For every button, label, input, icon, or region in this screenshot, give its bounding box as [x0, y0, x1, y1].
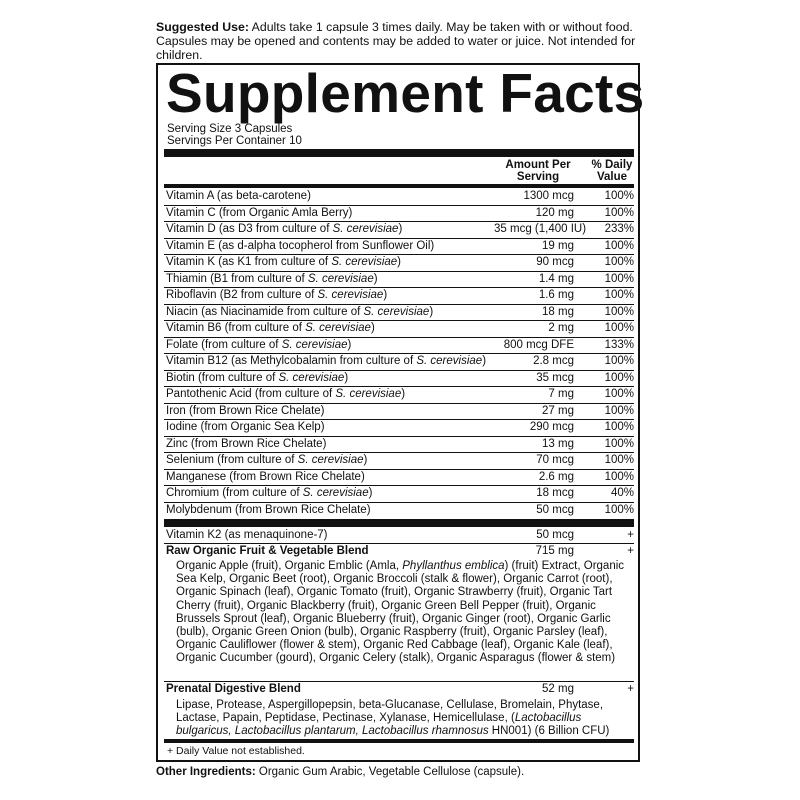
thick-divider-header: [164, 184, 634, 188]
nutrient-name: Chromium (from culture of S. cerevisiae): [166, 487, 373, 499]
nutrient-amount: 120 mg: [535, 206, 574, 219]
nutrient-amount: 35 mcg (1,400 IU): [494, 223, 587, 235]
nutrient-amount: 800 mcg DFE: [503, 338, 574, 351]
panel-title: Supplement Facts: [166, 62, 645, 124]
nutrient-name: Folate (from culture of S. cerevisiae): [166, 338, 352, 351]
nutrient-row: [164, 404, 634, 421]
nutrient-row: [164, 321, 634, 338]
nutrient-dv: 233%: [604, 223, 634, 235]
nutrient-row: [164, 387, 634, 404]
nutrient-dv: 100%: [604, 355, 634, 367]
nutrient-dv: 100%: [604, 437, 634, 450]
digestive-blend-ingredients: Lipase, Protease, Aspergillopepsin, beta-Glucanase, Cellulase, Bromelain, Phytase, Lactase, Papain, Peptidase, Pectinase, Xylanase, Hemicellulase, (Lactobacillus bulgaricus, Lactobacillus plantarum, Lactobacillus rhamnosus HN001) (6 Billion CFU): [176, 699, 610, 738]
nutrient-dv: 100%: [604, 470, 634, 483]
nutrient-amount: 2 mg: [548, 322, 574, 334]
nutrient-dv: +: [627, 529, 634, 541]
nutrient-amount: 27 mg: [542, 404, 574, 417]
nutrient-dv: 133%: [604, 338, 634, 351]
nutrient-row: [164, 272, 634, 289]
supplement-facts-panel: [156, 62, 645, 762]
nutrient-amount: 7 mg: [548, 388, 574, 400]
thick-divider-bottom: [164, 739, 634, 743]
nutrient-amount: 13 mg: [542, 437, 574, 450]
nutrient-row: [164, 305, 634, 322]
serving-size: Serving Size 3 Capsules: [167, 123, 293, 135]
nutrient-name: Pantothenic Acid (from culture of S. cerevisiae): [166, 388, 406, 400]
blend-amount: 715 mg: [535, 545, 574, 557]
nutrient-name: Vitamin B6 (from culture of S. cerevisiae): [166, 322, 375, 334]
nutrient-amount: 2.6 mg: [538, 470, 574, 483]
nutrient-name: Riboflavin (B2 from culture of S. cerevisiae): [166, 289, 388, 301]
nutrient-amount: 18 mcg: [536, 487, 574, 499]
nutrient-name: Niacin (as Niacinamide from culture of S. cerevisiae): [166, 305, 434, 318]
nutrient-row: [164, 371, 634, 388]
blend-name: Prenatal Digestive Blend: [166, 683, 301, 695]
digestive-blend-row: [164, 682, 634, 698]
blend-dv: +: [627, 545, 634, 557]
nutrient-amount: 290 mcg: [529, 421, 574, 433]
nutrient-row: [164, 437, 634, 454]
nutrient-amount: 2.8 mcg: [533, 355, 574, 367]
nutrient-dv: 100%: [604, 421, 634, 433]
amount-per-serving-header: Amount Per Serving: [505, 159, 571, 183]
nutrient-dv: 100%: [604, 305, 634, 318]
thick-divider-mid: [164, 519, 634, 527]
nutrient-name: Biotin (from culture of S. cerevisiae): [166, 371, 349, 384]
nutrient-name: Zinc (from Brown Rice Chelate): [166, 437, 327, 450]
nutrient-name: Thiamin (B1 from culture of S. cerevisiae): [166, 272, 378, 285]
nutrient-row: [164, 503, 634, 520]
nutrient-name: Vitamin D (as D3 from culture of S. cerevisiae): [166, 223, 403, 235]
nutrient-dv: 100%: [604, 272, 634, 285]
nutrient-amount: 50 mcg: [536, 503, 574, 516]
nutrient-dv: 100%: [604, 190, 634, 202]
nutrient-dv: 100%: [604, 371, 634, 384]
nutrient-row: [164, 420, 634, 437]
nutrient-dv: 100%: [604, 289, 634, 301]
nutrient-row: [164, 206, 634, 223]
nutrient-amount: 50 mcg: [536, 529, 574, 541]
blend-name: Raw Organic Fruit & Vegetable Blend: [166, 545, 369, 557]
footnote: + Daily Value not established.: [167, 745, 305, 757]
thick-divider-top: [164, 149, 634, 157]
suggested-use: [156, 20, 656, 62]
nutrient-row: [164, 288, 634, 305]
nutrient-amount: 70 mcg: [536, 454, 574, 466]
fruit-blend-row: [164, 544, 634, 560]
serving-info: [167, 123, 302, 147]
blend-amount: 52 mg: [542, 683, 574, 695]
nutrient-name: Selenium (from culture of S. cerevisiae): [166, 454, 368, 466]
nutrient-dv: 100%: [604, 256, 634, 268]
nutrient-row: [164, 486, 634, 503]
nutrient-amount: 18 mg: [542, 305, 574, 318]
nutrient-row: [164, 354, 634, 371]
nutrient-dv: 100%: [604, 404, 634, 417]
nutrient-name: Vitamin B12 (as Methylcobalamin from culture of S. cerevisiae): [166, 355, 487, 367]
other-ingredients-label: Other Ingredients:: [156, 766, 256, 778]
nutrient-dv: 100%: [604, 322, 634, 334]
suggested-use-text: Adults take 1 capsule 3 times daily. May be taken with or without food. Capsules may be opened and contents may be added to water or juice. Not intended for children.: [156, 20, 636, 62]
vitamin-k2-row: [164, 528, 634, 544]
nutrient-name: Vitamin E (as d-alpha tocopherol from Sunflower Oil): [166, 239, 435, 252]
nutrient-amount: 1.4 mg: [538, 272, 574, 285]
suggested-use-label: Suggested Use:: [156, 20, 249, 34]
nutrient-dv: 100%: [604, 206, 634, 219]
nutrient-amount: 90 mcg: [536, 256, 574, 268]
nutrient-name: Vitamin A (as beta-carotene): [166, 190, 311, 202]
nutrient-name: Vitamin C (from Organic Amla Berry): [166, 206, 353, 219]
nutrient-dv: 100%: [604, 503, 634, 516]
nutrient-amount: 1300 mcg: [523, 190, 574, 202]
nutrient-amount: 1.6 mg: [538, 289, 574, 301]
nutrient-amount: 35 mcg: [536, 371, 574, 384]
fruit-blend-ingredients: Organic Apple (fruit), Organic Emblic (Amla, Phyllanthus emblica) (fruit) Extract, Organic Sea Kelp, Organic Beet (root), Organic Broccoli (stalk & flower), Organic Carrot (root), Organic Spinach (leaf), Organic Tomato (fruit), Organic Strawberry (fruit), Organic Tart Cherry (fruit), Organic Blackberry (fruit), Organic Green Bell Pepper (fruit), Organic Brussels Sprout (leaf), Organic Blueberry (fruit), Organic Ginger (root), Organic Garlic (bulb), Organic Green Onion (bulb), Organic Raspberry (fruit), Organic Parsley (leaf), Organic Cauliflower (flower & stem), Organic Red Cabbage (leaf), Organic Kale (leaf), Organic Cucumber (gourd), Organic Celery (stalk), Organic Asparagus (flower & stem): [176, 560, 625, 665]
other-ingredients: [156, 766, 524, 779]
nutrient-row: [164, 255, 634, 272]
nutrient-row: [164, 453, 634, 470]
nutrient-amount: 19 mg: [542, 239, 574, 252]
nutrient-row: [164, 189, 634, 206]
nutrient-name: Molybdenum (from Brown Rice Chelate): [166, 503, 371, 516]
nutrient-row: [164, 338, 634, 355]
other-ingredients-text: Organic Gum Arabic, Vegetable Cellulose (capsule).: [255, 766, 525, 778]
nutrient-name: Vitamin K (as K1 from culture of S. cerevisiae): [166, 256, 402, 268]
nutrient-row: [164, 239, 634, 256]
nutrient-name: Manganese (from Brown Rice Chelate): [166, 470, 365, 483]
nutrient-row: [164, 470, 634, 487]
nutrient-dv: 40%: [610, 487, 634, 499]
nutrient-row: [164, 222, 634, 239]
servings-per-container: Servings Per Container 10: [167, 135, 302, 147]
nutrient-dv: 100%: [604, 454, 634, 466]
nutrient-name: Iron (from Brown Rice Chelate): [166, 404, 325, 417]
nutrient-dv: 100%: [604, 239, 634, 252]
nutrient-name: Iodine (from Organic Sea Kelp): [166, 421, 325, 433]
daily-value-header: % Daily Value: [591, 159, 633, 183]
nutrient-name: Vitamin K2 (as menaquinone-7): [166, 529, 328, 541]
blend-dv: +: [627, 683, 634, 695]
nutrient-dv: 100%: [604, 388, 634, 400]
